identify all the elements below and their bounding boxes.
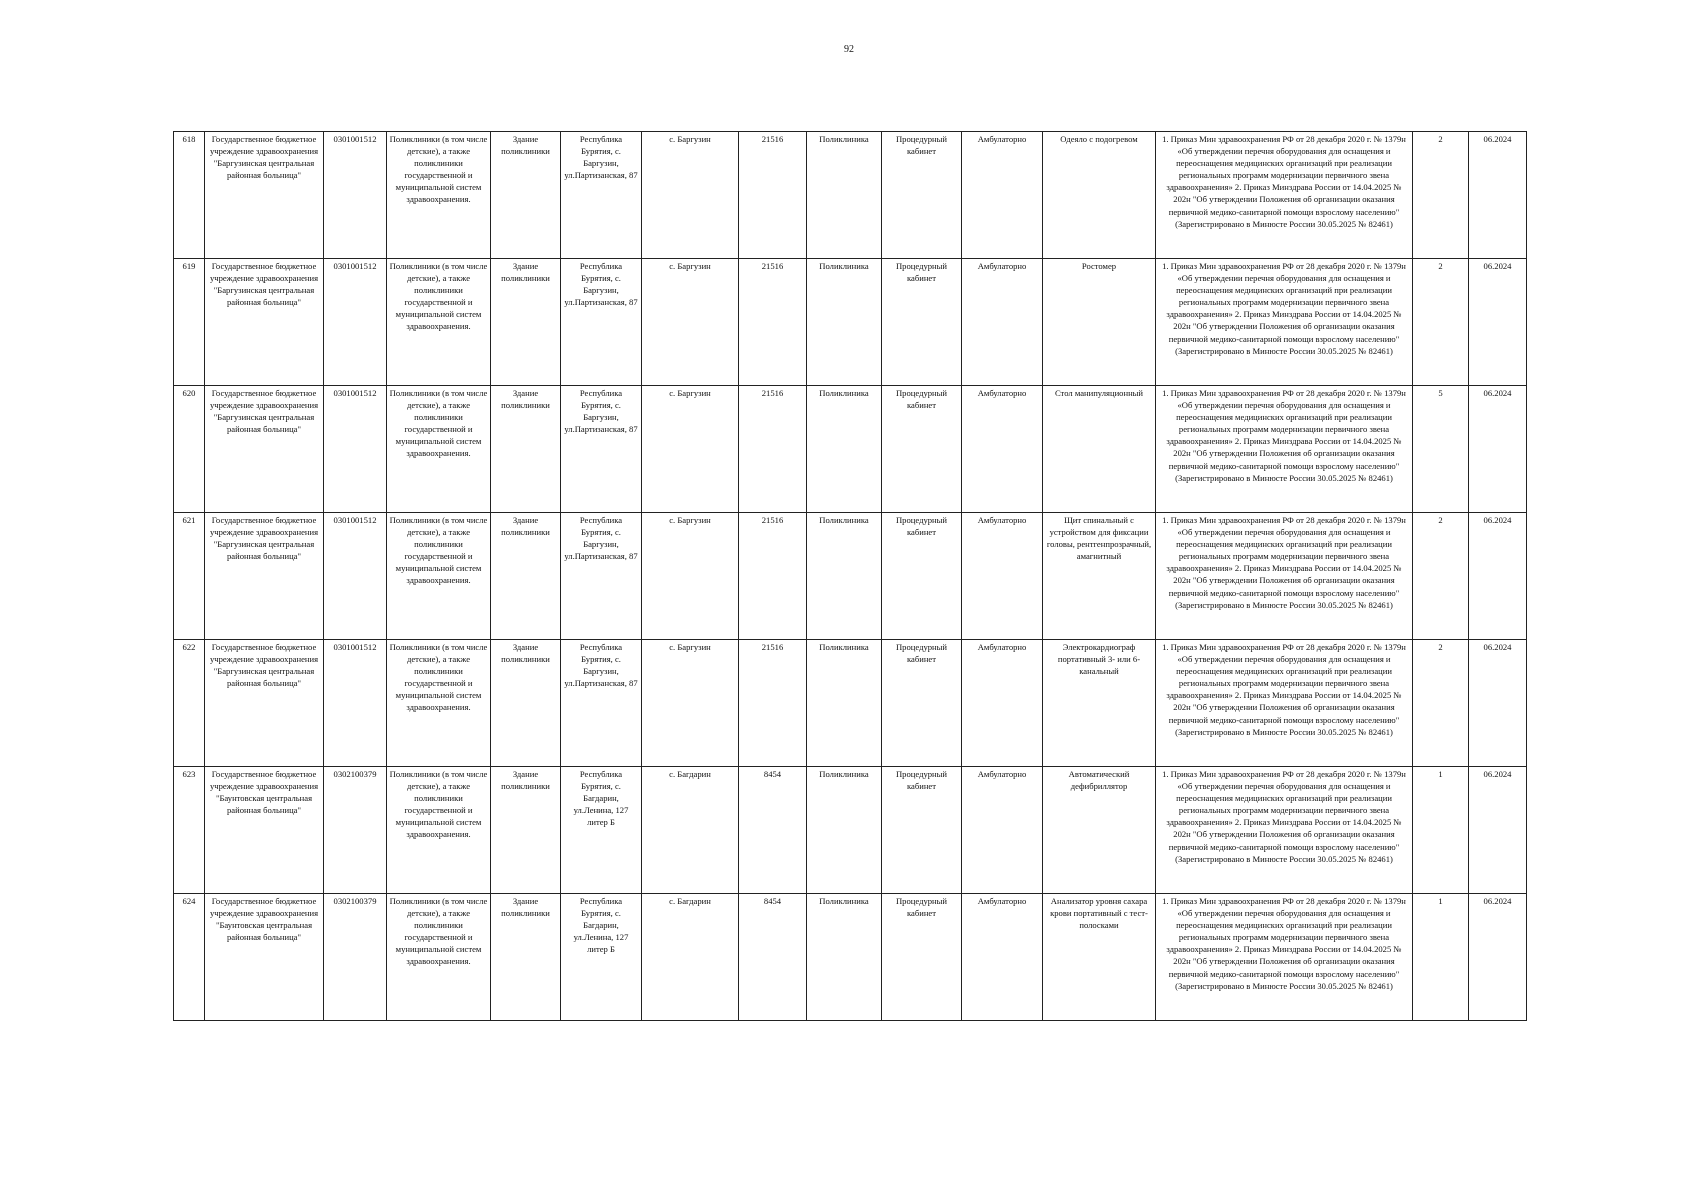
cabinet-cell: Процедурный кабинет bbox=[882, 259, 962, 386]
care-type-cell: Амбулаторно bbox=[962, 259, 1043, 386]
legal-basis-cell: 1. Приказ Мин здравоохранения РФ от 28 декабря 2020 г. № 1379н «Об утверждении перечня оборудования для оснащения и переоснащения медицинских организаций при реализации региональных программ модернизации первичного звена здравоохранения» 2. Приказ Минздрава России от 14.04.2025 № 202н "Об утверждении Положения об организации оказания первичной медико-санитарной помощи взрослому населению" (Зарегистрировано в Минюсте России 30.05.2025 № 82461) bbox=[1156, 259, 1413, 386]
organization-cell: Государственное бюджетное учреждение здравоохранения "Баунтовская центральная районная больница" bbox=[205, 767, 324, 894]
table-row bbox=[174, 640, 1527, 767]
address-cell: Республика Бурятия, с. Багдарин, ул.Ленина, 127 литер Б bbox=[561, 767, 642, 894]
building-cell: Здание поликлиники bbox=[491, 767, 561, 894]
address-cell: Республика Бурятия, с. Баргузин, ул.Партизанская, 87 bbox=[561, 640, 642, 767]
row-number-cell: 620 bbox=[174, 386, 205, 513]
building-cell: Здание поликлиники bbox=[491, 132, 561, 259]
quantity-cell: 2 bbox=[1413, 132, 1469, 259]
equipment-cell: Одеяло с подогревом bbox=[1043, 132, 1156, 259]
care-type-cell: Амбулаторно bbox=[962, 894, 1043, 1021]
code-cell: 0301001512 bbox=[324, 132, 387, 259]
quantity-cell: 1 bbox=[1413, 894, 1469, 1021]
page-number: 92 bbox=[844, 44, 854, 55]
locality-cell: с. Баргузин bbox=[642, 259, 739, 386]
table-row bbox=[174, 767, 1527, 894]
row-number-cell: 624 bbox=[174, 894, 205, 1021]
equipment-cell: Анализатор уровня сахара крови портативный с тест-полосками bbox=[1043, 894, 1156, 1021]
table-row bbox=[174, 386, 1527, 513]
code-cell: 0302100379 bbox=[324, 894, 387, 1021]
code-cell: 0302100379 bbox=[324, 767, 387, 894]
equipment-cell: Стол манипуляционный bbox=[1043, 386, 1156, 513]
facility-type-cell: Поликлиники (в том числе детские), а также поликлиники государственной и муниципальной систем здравоохранения. bbox=[387, 894, 491, 1021]
cabinet-cell: Процедурный кабинет bbox=[882, 894, 962, 1021]
organization-cell: Государственное бюджетное учреждение здравоохранения "Баргузинская центральная районная больница" bbox=[205, 640, 324, 767]
address-cell: Республика Бурятия, с. Баргузин, ул.Партизанская, 87 bbox=[561, 386, 642, 513]
row-number-cell: 621 bbox=[174, 513, 205, 640]
legal-basis-cell: 1. Приказ Мин здравоохранения РФ от 28 декабря 2020 г. № 1379н «Об утверждении перечня оборудования для оснащения и переоснащения медицинских организаций при реализации региональных программ модернизации первичного звена здравоохранения» 2. Приказ Минздрава России от 14.04.2025 № 202н "Об утверждении Положения об организации оказания первичной медико-санитарной помощи взрослому населению" (Зарегистрировано в Минюсте России 30.05.2025 № 82461) bbox=[1156, 767, 1413, 894]
row-number-cell: 618 bbox=[174, 132, 205, 259]
date-cell: 06.2024 bbox=[1469, 894, 1527, 1021]
population-cell: 21516 bbox=[739, 640, 807, 767]
locality-cell: с. Баргузин bbox=[642, 386, 739, 513]
equipment-cell: Ростомер bbox=[1043, 259, 1156, 386]
population-cell: 8454 bbox=[739, 894, 807, 1021]
address-cell: Республика Бурятия, с. Баргузин, ул.Партизанская, 87 bbox=[561, 513, 642, 640]
table-body bbox=[174, 132, 1527, 1021]
organization-cell: Государственное бюджетное учреждение здравоохранения "Баргузинская центральная районная больница" bbox=[205, 386, 324, 513]
date-cell: 06.2024 bbox=[1469, 640, 1527, 767]
legal-basis-cell: 1. Приказ Мин здравоохранения РФ от 28 декабря 2020 г. № 1379н «Об утверждении перечня оборудования для оснащения и переоснащения медицинских организаций при реализации региональных программ модернизации первичного звена здравоохранения» 2. Приказ Минздрава России от 14.04.2025 № 202н "Об утверждении Положения об организации оказания первичной медико-санитарной помощи взрослому населению" (Зарегистрировано в Минюсте России 30.05.2025 № 82461) bbox=[1156, 386, 1413, 513]
unit-cell: Поликлиника bbox=[807, 259, 882, 386]
care-type-cell: Амбулаторно bbox=[962, 767, 1043, 894]
table-row bbox=[174, 132, 1527, 259]
legal-basis-cell: 1. Приказ Мин здравоохранения РФ от 28 декабря 2020 г. № 1379н «Об утверждении перечня оборудования для оснащения и переоснащения медицинских организаций при реализации региональных программ модернизации первичного звена здравоохранения» 2. Приказ Минздрава России от 14.04.2025 № 202н "Об утверждении Положения об организации оказания первичной медико-санитарной помощи взрослому населению" (Зарегистрировано в Минюсте России 30.05.2025 № 82461) bbox=[1156, 640, 1413, 767]
building-cell: Здание поликлиники bbox=[491, 513, 561, 640]
equipment-cell: Щит спинальный с устройством для фиксации головы, рентгенпрозрачный, амагнитный bbox=[1043, 513, 1156, 640]
date-cell: 06.2024 bbox=[1469, 767, 1527, 894]
population-cell: 21516 bbox=[739, 513, 807, 640]
facility-type-cell: Поликлиники (в том числе детские), а также поликлиники государственной и муниципальной систем здравоохранения. bbox=[387, 640, 491, 767]
cabinet-cell: Процедурный кабинет bbox=[882, 386, 962, 513]
quantity-cell: 1 bbox=[1413, 767, 1469, 894]
equipment-table bbox=[173, 131, 1527, 1021]
equipment-cell: Электрокардиограф портативный 3- или 6-канальный bbox=[1043, 640, 1156, 767]
unit-cell: Поликлиника bbox=[807, 132, 882, 259]
legal-basis-cell: 1. Приказ Мин здравоохранения РФ от 28 декабря 2020 г. № 1379н «Об утверждении перечня оборудования для оснащения и переоснащения медицинских организаций при реализации региональных программ модернизации первичного звена здравоохранения» 2. Приказ Минздрава России от 14.04.2025 № 202н "Об утверждении Положения об организации оказания первичной медико-санитарной помощи взрослому населению" (Зарегистрировано в Минюсте России 30.05.2025 № 82461) bbox=[1156, 132, 1413, 259]
date-cell: 06.2024 bbox=[1469, 259, 1527, 386]
unit-cell: Поликлиника bbox=[807, 386, 882, 513]
code-cell: 0301001512 bbox=[324, 259, 387, 386]
population-cell: 21516 bbox=[739, 259, 807, 386]
unit-cell: Поликлиника bbox=[807, 767, 882, 894]
facility-type-cell: Поликлиники (в том числе детские), а также поликлиники государственной и муниципальной систем здравоохранения. bbox=[387, 259, 491, 386]
care-type-cell: Амбулаторно bbox=[962, 132, 1043, 259]
population-cell: 21516 bbox=[739, 132, 807, 259]
cabinet-cell: Процедурный кабинет bbox=[882, 767, 962, 894]
population-cell: 8454 bbox=[739, 767, 807, 894]
table-row bbox=[174, 259, 1527, 386]
address-cell: Республика Бурятия, с. Баргузин, ул.Партизанская, 87 bbox=[561, 259, 642, 386]
code-cell: 0301001512 bbox=[324, 386, 387, 513]
table-row bbox=[174, 513, 1527, 640]
organization-cell: Государственное бюджетное учреждение здравоохранения "Баргузинская центральная районная больница" bbox=[205, 132, 324, 259]
facility-type-cell: Поликлиники (в том числе детские), а также поликлиники государственной и муниципальной систем здравоохранения. bbox=[387, 513, 491, 640]
care-type-cell: Амбулаторно bbox=[962, 513, 1043, 640]
organization-cell: Государственное бюджетное учреждение здравоохранения "Баунтовская центральная районная больница" bbox=[205, 894, 324, 1021]
care-type-cell: Амбулаторно bbox=[962, 640, 1043, 767]
legal-basis-cell: 1. Приказ Мин здравоохранения РФ от 28 декабря 2020 г. № 1379н «Об утверждении перечня оборудования для оснащения и переоснащения медицинских организаций при реализации региональных программ модернизации первичного звена здравоохранения» 2. Приказ Минздрава России от 14.04.2025 № 202н "Об утверждении Положения об организации оказания первичной медико-санитарной помощи взрослому населению" (Зарегистрировано в Минюсте России 30.05.2025 № 82461) bbox=[1156, 513, 1413, 640]
row-number-cell: 622 bbox=[174, 640, 205, 767]
address-cell: Республика Бурятия, с. Багдарин, ул.Ленина, 127 литер Б bbox=[561, 894, 642, 1021]
building-cell: Здание поликлиники bbox=[491, 386, 561, 513]
quantity-cell: 5 bbox=[1413, 386, 1469, 513]
building-cell: Здание поликлиники bbox=[491, 894, 561, 1021]
code-cell: 0301001512 bbox=[324, 513, 387, 640]
date-cell: 06.2024 bbox=[1469, 513, 1527, 640]
quantity-cell: 2 bbox=[1413, 513, 1469, 640]
unit-cell: Поликлиника bbox=[807, 513, 882, 640]
locality-cell: с. Багдарин bbox=[642, 767, 739, 894]
population-cell: 21516 bbox=[739, 386, 807, 513]
facility-type-cell: Поликлиники (в том числе детские), а также поликлиники государственной и муниципальной систем здравоохранения. bbox=[387, 132, 491, 259]
facility-type-cell: Поликлиники (в том числе детские), а также поликлиники государственной и муниципальной систем здравоохранения. bbox=[387, 767, 491, 894]
facility-type-cell: Поликлиники (в том числе детские), а также поликлиники государственной и муниципальной систем здравоохранения. bbox=[387, 386, 491, 513]
quantity-cell: 2 bbox=[1413, 259, 1469, 386]
date-cell: 06.2024 bbox=[1469, 386, 1527, 513]
cabinet-cell: Процедурный кабинет bbox=[882, 513, 962, 640]
building-cell: Здание поликлиники bbox=[491, 259, 561, 386]
equipment-cell: Автоматический дефибриллятор bbox=[1043, 767, 1156, 894]
locality-cell: с. Багдарин bbox=[642, 894, 739, 1021]
organization-cell: Государственное бюджетное учреждение здравоохранения "Баргузинская центральная районная больница" bbox=[205, 259, 324, 386]
table-row bbox=[174, 894, 1527, 1021]
locality-cell: с. Баргузин bbox=[642, 640, 739, 767]
date-cell: 06.2024 bbox=[1469, 132, 1527, 259]
code-cell: 0301001512 bbox=[324, 640, 387, 767]
cabinet-cell: Процедурный кабинет bbox=[882, 132, 962, 259]
care-type-cell: Амбулаторно bbox=[962, 386, 1043, 513]
building-cell: Здание поликлиники bbox=[491, 640, 561, 767]
address-cell: Республика Бурятия, с. Баргузин, ул.Партизанская, 87 bbox=[561, 132, 642, 259]
locality-cell: с. Баргузин bbox=[642, 132, 739, 259]
row-number-cell: 619 bbox=[174, 259, 205, 386]
quantity-cell: 2 bbox=[1413, 640, 1469, 767]
locality-cell: с. Баргузин bbox=[642, 513, 739, 640]
unit-cell: Поликлиника bbox=[807, 640, 882, 767]
legal-basis-cell: 1. Приказ Мин здравоохранения РФ от 28 декабря 2020 г. № 1379н «Об утверждении перечня оборудования для оснащения и переоснащения медицинских организаций при реализации региональных программ модернизации первичного звена здравоохранения» 2. Приказ Минздрава России от 14.04.2025 № 202н "Об утверждении Положения об организации оказания первичной медико-санитарной помощи взрослому населению" (Зарегистрировано в Минюсте России 30.05.2025 № 82461) bbox=[1156, 894, 1413, 1021]
unit-cell: Поликлиника bbox=[807, 894, 882, 1021]
organization-cell: Государственное бюджетное учреждение здравоохранения "Баргузинская центральная районная больница" bbox=[205, 513, 324, 640]
row-number-cell: 623 bbox=[174, 767, 205, 894]
cabinet-cell: Процедурный кабинет bbox=[882, 640, 962, 767]
